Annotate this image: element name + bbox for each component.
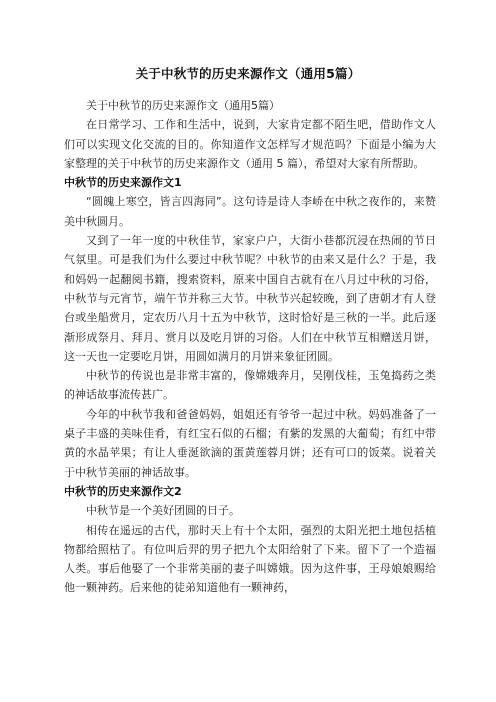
body-paragraph: 又到了一年一度的中秋佳节，家家户户，大街小巷都沉浸在热闹的节日气氛里。可是我们为什么要过中秋节呢？中秋节的由来又是什么？于是，我和妈妈一起翻阅书籍，搜索资料，原来中国自古就有在八月过中秋的习俗，中秋节与元宵节，端午节并称三大节。中秋节兴起较晚，到了唐朝才有人登台或坐船赏月，定农历八月十五为中秋节，这时恰好是三秋的一半。此后逐渐形成祭月、拜月、赏月以及吃月饼的习俗。人们在中秋节互相赠送月饼，这一天也一定要吃月饼，用圆如满月的月饼来象征团圆。 (64, 234, 436, 363)
body-paragraph: 在日常学习、工作和生活中，说到，大家肯定都不陌生吧，借助作文人们可以实现文化交流的目的。你知道作文怎样写才规范吗？下面是小编为大家整理的关于中秋节的历史来源作文（通用 5 篇），希望对大家有所帮助。 (64, 118, 436, 170)
body-paragraph: 中秋节是一个美好团圆的日子。 (86, 504, 240, 518)
section-heading: 中秋节的历史来源作文1 (64, 176, 182, 190)
body-paragraph: 关于中秋节的历史来源作文（通用5篇） (86, 99, 280, 112)
body-paragraph: “圆魄上寒空，皆言四海同”。这句诗是诗人李峤在中秋之夜作的，来赞美中秋圆月。 (64, 195, 436, 228)
document-title: 关于中秋节的历史来源作文（通用5篇） (135, 66, 361, 81)
document-body (64, 96, 436, 598)
body-paragraph: 今年的中秋节我和爸爸妈妈，姐姐还有爷爷一起过中秋。妈妈准备了一桌子丰盛的美味佳肴，有红宝石似的石榴；有紫的发黑的大葡萄；有红中带黄的水晶苹果；有让人垂涎欲滴的蛋黄莲蓉月饼；还有可口的饭菜。说着关于中秋节美丽的神话故事。 (64, 407, 436, 479)
section-heading: 中秋节的历史来源作文2 (64, 484, 182, 498)
body-paragraph: 中秋节的传说也是非常丰富的，像嫦娥奔月，吴刚伐桂，玉兔捣药之类的神话故事流传甚广。 (64, 369, 436, 402)
body-paragraph: 相传在遥远的古代，那时天上有十个太阳，强烈的太阳光把土地包括植物都给照枯了。有位叫后羿的男子把九个太阳给射了下来。留下了一个造福人类。事后他娶了一个非常美丽的妻子叫嫦娥。因为这件事，王母娘娘赐给他一颗神药。后来他的徒弟知道他有一颗神药， (64, 523, 436, 595)
